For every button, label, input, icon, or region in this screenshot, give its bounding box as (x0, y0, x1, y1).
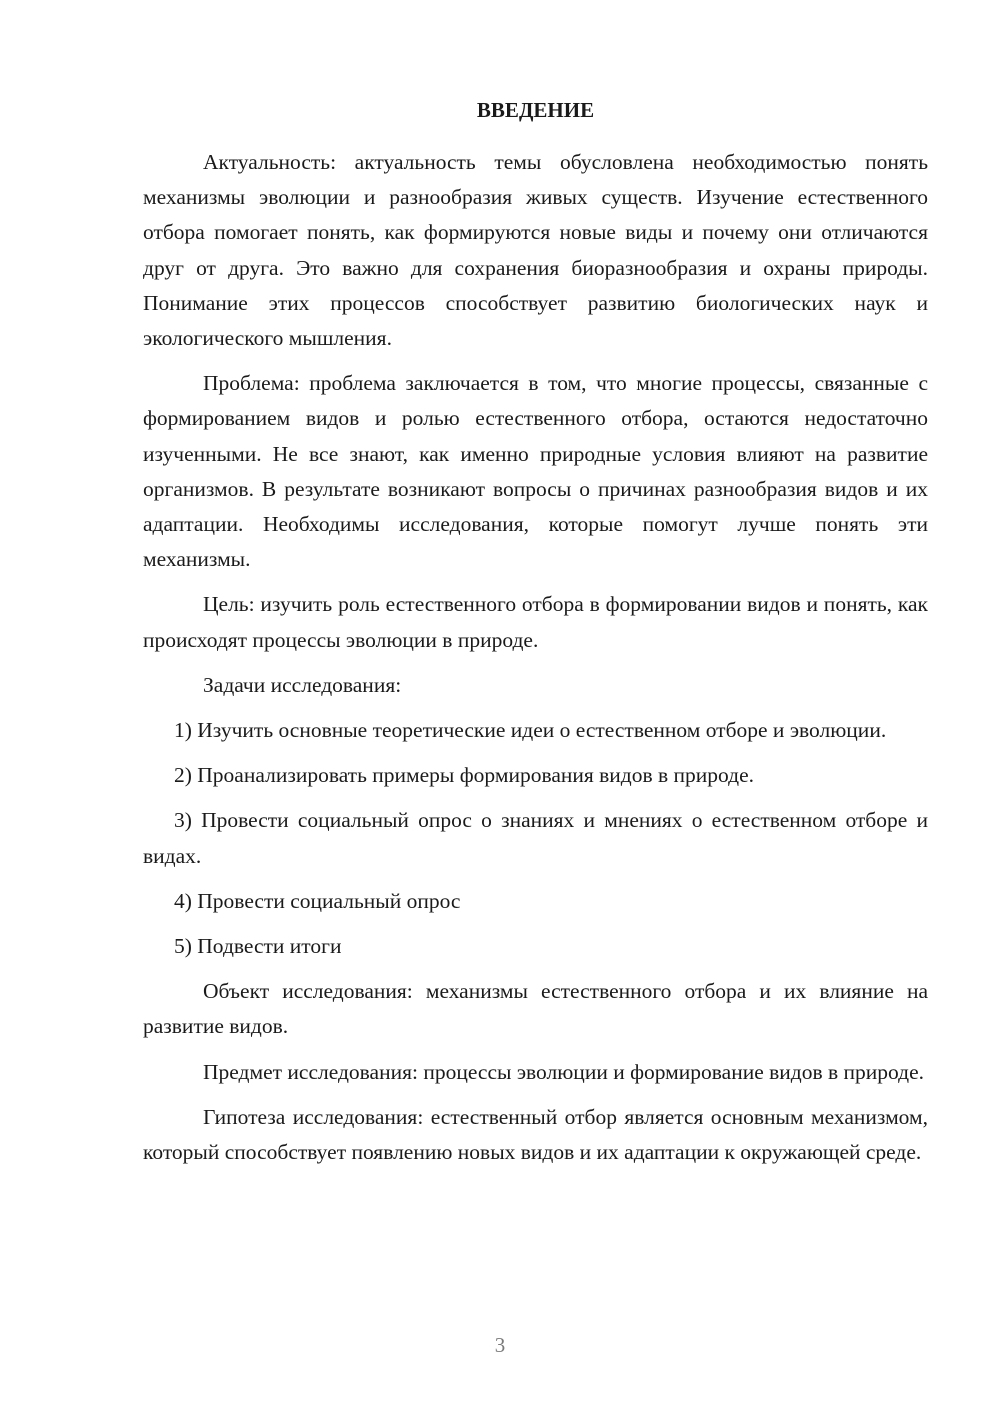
hypothesis-paragraph: Гипотеза исследования: естественный отбор является основным механизмом, который способствует появлению новых видов и их адаптации к окружающей среде. (143, 1104, 928, 1165)
task-item: 4) Провести социальный опрос (174, 888, 461, 913)
object-paragraph: Объект исследования: механизмы естественного отбора и их влияние на развитие видов. (143, 979, 928, 1039)
relevance-paragraph: Актуальность: актуальность темы обусловлена необходимостью понять механизмы эволюции и разнообразия живых существ. Изучение естественного отбора помогает понять, как формируются новые виды и почему они отличаются друг от друга. Это важно для сохранения биоразнообразия и охраны природы. Понимание этих процессов способствует развитию биологических наук и экологического мышления. (143, 150, 928, 351)
subject-paragraph: Предмет исследования: процессы эволюции и формирование видов в природе. (203, 1059, 925, 1084)
section-title: ВВЕДЕНИЕ (476, 98, 595, 122)
goal-paragraph: Цель: изучить роль естественного отбора в формировании видов и понять, как происходят процессы эволюции в природе. (143, 592, 928, 652)
problem-paragraph: Проблема: проблема заключается в том, что многие процессы, связанные с формированием видов и ролью естественного отбора, остаются недостаточно изученными. Не все знают, как именно природные условия влияют на развитие организмов. В результате возникают вопросы о причинах разнообразия видов и их адаптации. Необходимы исследования, которые помогут лучше понять эти механизмы. (143, 371, 928, 572)
task-item: 1) Изучить основные теоретические идеи о естественном отборе и эволюции. (174, 718, 887, 743)
tasks-heading: Задачи исследования: (203, 672, 402, 697)
page-number: 3 (494, 1333, 506, 1357)
task-item: 5) Подвести итоги (174, 934, 342, 959)
task-item: 3) Провести социальный опрос о знаниях и мнениях о естественном отборе и видах. (143, 808, 928, 868)
task-item: 2) Проанализировать примеры формирования видов в природе. (174, 763, 755, 788)
document-page (143, 93, 928, 1180)
